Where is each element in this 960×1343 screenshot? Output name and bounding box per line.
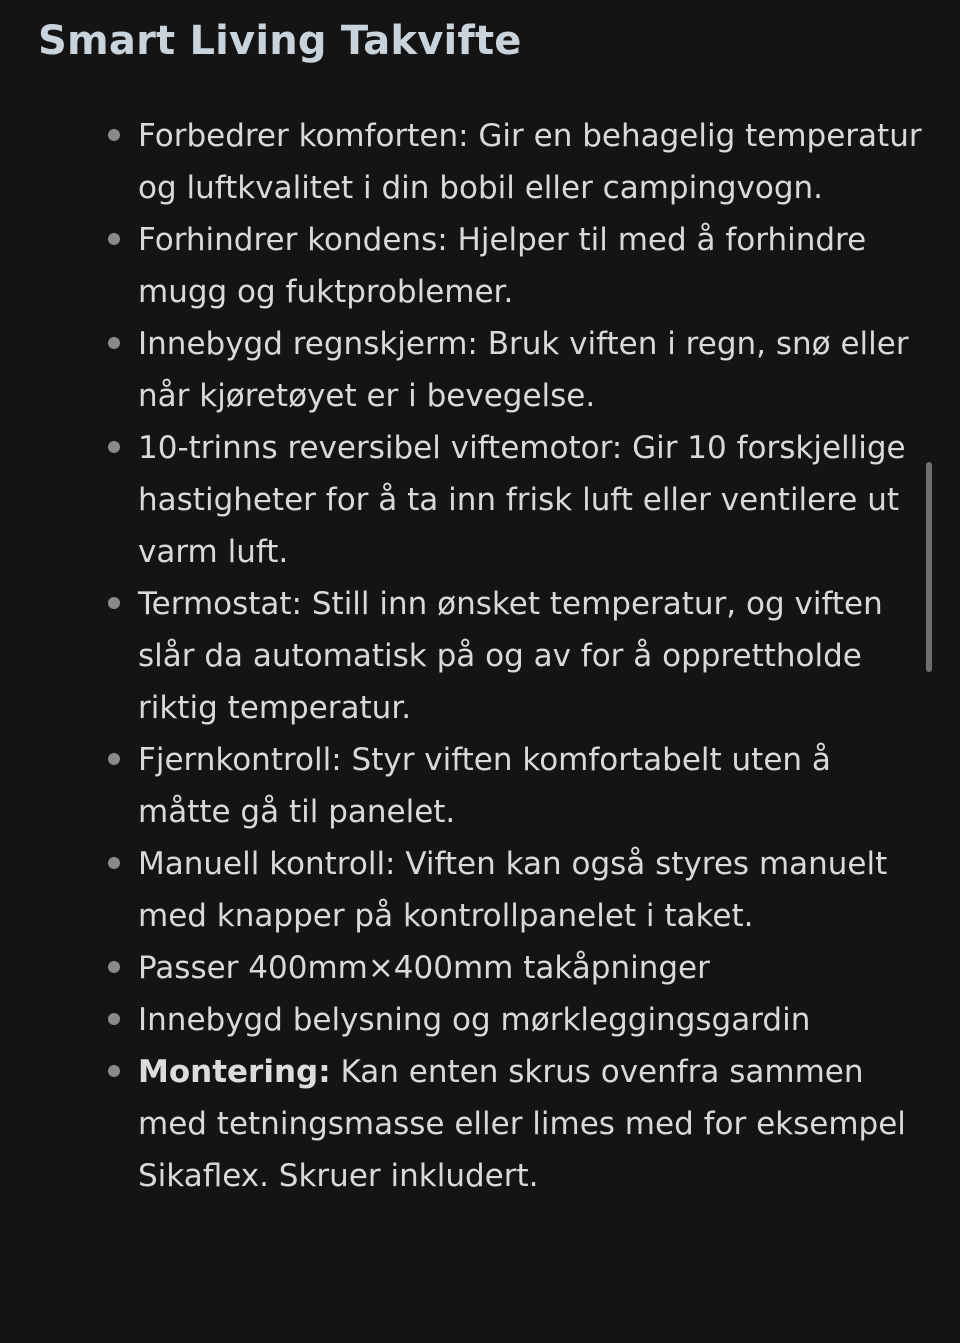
feature-item [138,318,928,422]
feature-item [138,578,928,734]
scrollbar-thumb[interactable] [926,462,932,672]
page-title: Smart Living Takvifte [38,18,522,64]
feature-text: 10-trinns reversibel viftemotor: Gir 10 forskjellige hastigheter for å ta inn frisk luft eller ventilere ut varm luft. [138,430,906,570]
bullet-icon [108,233,120,245]
feature-text: Kan enten skrus ovenfra sammen med tetningsmasse eller limes med for eksempel Sikaflex. Skruer inkludert. [138,1054,906,1194]
feature-text: Manuell kontroll: Viften kan også styres manuelt med knapper på kontrollpanelet i taket. [138,846,888,934]
feature-strong-label: Montering: [138,1054,331,1090]
bullet-icon [108,1013,120,1025]
feature-item [138,838,928,942]
feature-item [138,214,928,318]
feature-text: Forhindrer kondens: Hjelper til med å forhindre mugg og fuktproblemer. [138,222,867,310]
feature-item [138,110,928,214]
feature-text: Forbedrer komforten: Gir en behagelig temperatur og luftkvalitet i din bobil eller campingvogn. [138,118,922,206]
feature-text: Termostat: Still inn ønsket temperatur, og viften slår da automatisk på og av for å opprettholde riktig temperatur. [138,586,883,726]
bullet-icon [108,961,120,973]
feature-text: Passer 400mm×400mm takåpninger [138,950,710,986]
feature-text: Innebygd belysning og mørkleggingsgardin [138,1002,811,1038]
bullet-icon [108,753,120,765]
feature-text: Innebygd regnskjerm: Bruk viften i regn, snø eller når kjøretøyet er i bevegelse. [138,326,909,414]
bullet-icon [108,337,120,349]
bullet-icon [108,857,120,869]
feature-item-montering [138,1046,928,1202]
bullet-icon [108,129,120,141]
bullet-icon [108,1065,120,1077]
bullet-icon [108,597,120,609]
feature-item [138,994,928,1046]
feature-item [138,942,928,994]
feature-list [138,110,928,1202]
feature-item [138,422,928,578]
feature-text: Fjernkontroll: Styr viften komfortabelt uten å måtte gå til panelet. [138,742,831,830]
feature-item [138,734,928,838]
bullet-icon [108,441,120,453]
